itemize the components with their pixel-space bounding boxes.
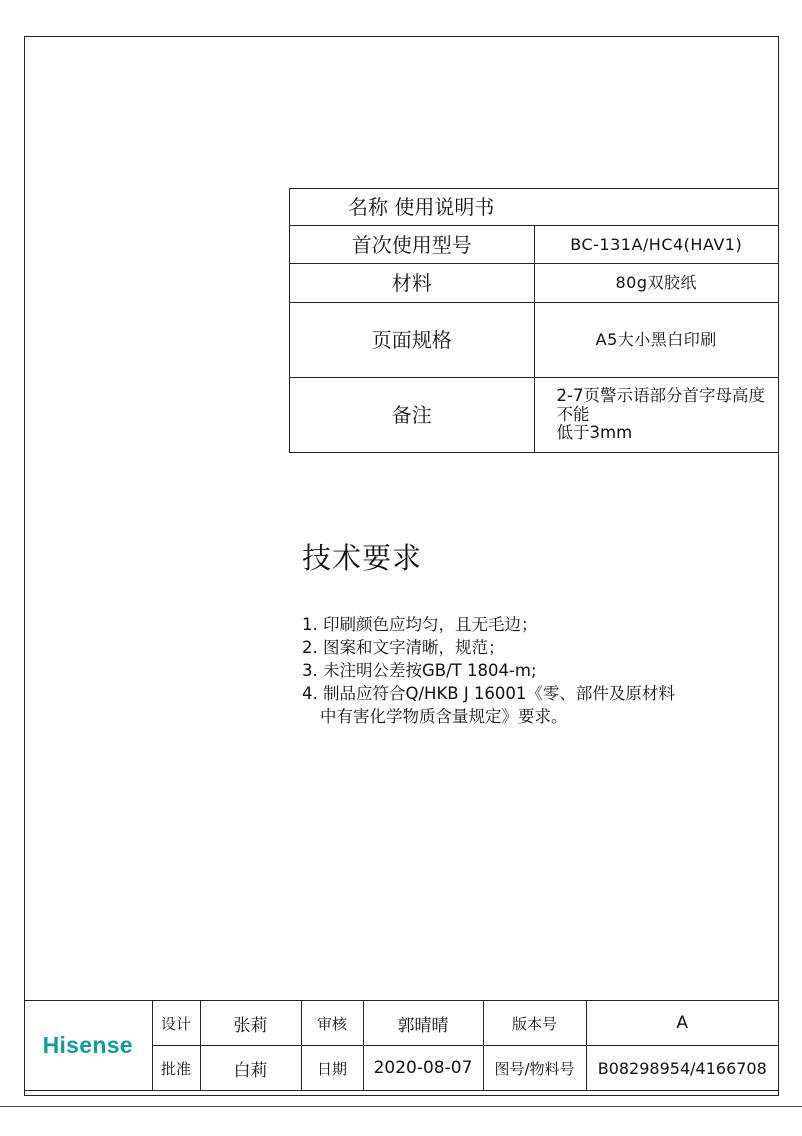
review-value: 郭晴晴 [363,1001,483,1046]
spec-label-model: 首次使用型号 [290,226,535,264]
review-label: 审核 [301,1001,363,1046]
requirement-item-3: 3. 未注明公差按GB/T 1804-m; [302,661,537,680]
bottom-rule [0,1106,802,1107]
requirement-item-1: 1. 印刷颜色应均匀，且无毛边； [302,615,538,634]
approve-label: 批准 [152,1046,200,1091]
date-value: 2020-08-07 [363,1046,483,1091]
note-line-1: 2-7页警示语部分首字母高度不能 [556,385,765,424]
date-label: 日期 [301,1046,363,1091]
design-label: 设计 [152,1001,200,1046]
design-value: 张莉 [200,1001,301,1046]
requirements-title: 技术要求 [302,541,423,575]
version-value: A [586,1001,779,1046]
spec-value-note [534,378,779,453]
spec-label-material: 材料 [290,264,535,303]
spec-title: 名称 使用说明书 [290,189,779,226]
drawing-label: 图号/物料号 [483,1046,586,1091]
spec-value-model: BC-131A/HC4(HAV1) [534,226,779,264]
requirements-list [302,613,772,728]
note-line-2: 低于3mm [556,423,633,443]
hisense-logo: Hisense [42,1032,133,1058]
drawing-value: B08298954/4166708 [586,1046,779,1091]
logo-cell [24,1001,152,1091]
requirement-item-4: 4. 制品应符合Q/HKB J 16001《零、部件及原材料 [302,684,675,703]
title-block [24,1000,779,1091]
spec-value-page-spec: A5大小黑白印刷 [534,303,779,378]
requirement-item-4-cont: 中有害化学物质含量规定》要求。 [320,707,568,726]
version-label: 版本号 [483,1001,586,1046]
spec-value-material: 80g双胶纸 [534,264,779,303]
spec-table [289,188,779,453]
requirement-item-2: 2. 图案和文字清晰，规范； [302,638,505,657]
spec-label-page-spec: 页面规格 [290,303,535,378]
spec-label-note: 备注 [290,378,535,453]
approve-value: 白莉 [200,1046,301,1091]
